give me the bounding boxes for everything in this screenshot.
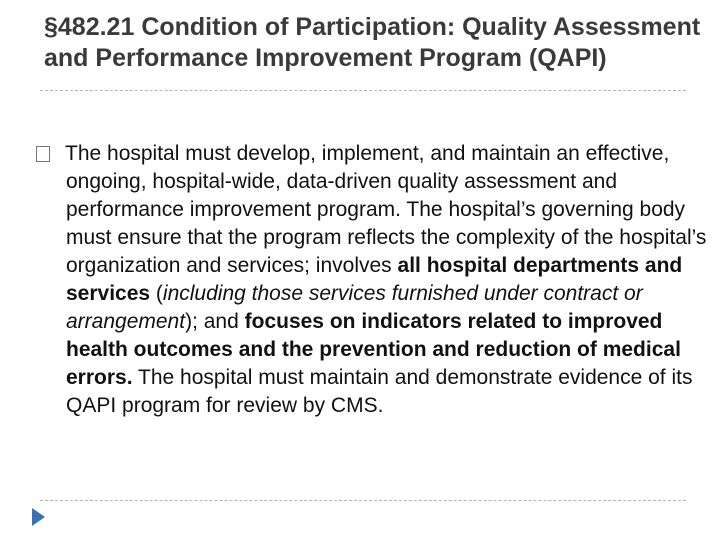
- title-divider: [40, 90, 686, 91]
- paragraph-segment-5: ); and: [185, 310, 245, 333]
- footer-divider: [40, 500, 686, 501]
- paragraph-italic-contract: including those services furnished under contract or arrangement: [66, 282, 643, 333]
- square-bullet-icon: [36, 146, 50, 162]
- body-paragraph: [66, 140, 714, 420]
- paragraph-segment-3: (: [150, 282, 163, 305]
- paragraph-segment-1: The hospital must develop, implement, and maintain an effective, ongoing, hospital-wide, data-driven quality assessment and performance improvement program. The hospital’s governing body must ensure that the program reflects the complexity of the hospital’s organization and services; involves: [65, 142, 707, 277]
- slide-title: §482.21 Condition of Participation: Quality Assessment and Performance Improvement Program (QAPI): [44, 13, 701, 72]
- paragraph-segment-7: The hospital must maintain and demonstrate evidence of its QAPI program for review by CMS.: [66, 366, 693, 417]
- paragraph-bold-indicators: focuses on indicators related to improved health outcomes and the prevention and reduction of medical errors.: [66, 310, 681, 389]
- paragraph-bold-departments: all hospital departments and services: [66, 254, 683, 305]
- triangle-arrow-icon: [32, 508, 45, 526]
